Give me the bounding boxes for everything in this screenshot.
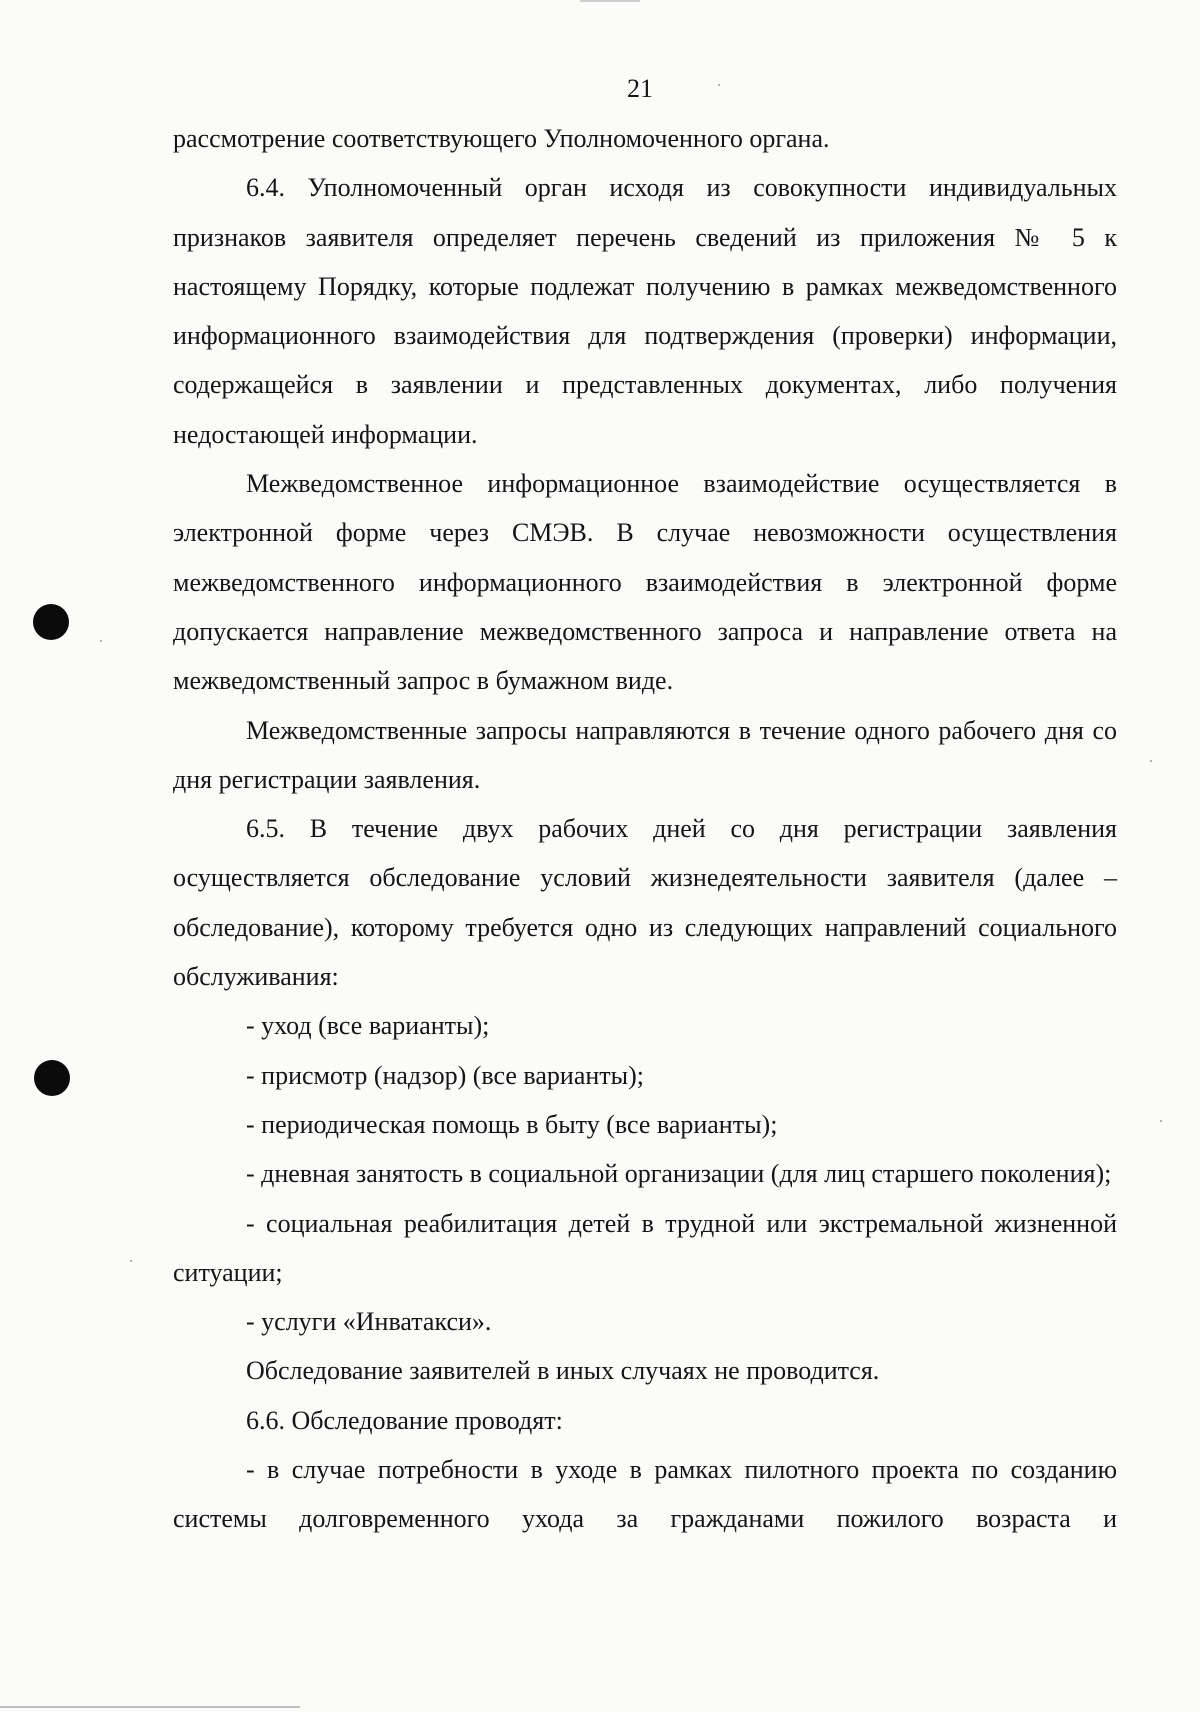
scan-noise-dot (1160, 1120, 1162, 1122)
list-item-supervision: - присмотр (надзор) (все варианты); (246, 1060, 644, 1090)
list-item-child-rehabilitation: - социальная реабилитация детей в трудной или экстремальной жизненной ситуации; (173, 1208, 1117, 1287)
list-item-invataxi: - услуги «Инватакси». (246, 1307, 492, 1337)
paragraph-continuation: рассмотрение соответствующего Уполномоченного органа. (173, 124, 830, 153)
scan-edge-mark (0, 1706, 300, 1708)
scan-noise-dot (1150, 760, 1152, 762)
paragraph-6-4: 6.4. Уполномоченный орган исходя из совокупности индивидуальных признаков заявителя определяет перечень сведений из приложения № 5 к настоящему Порядку, которые подлежат получению в рамках межведомственного информационного взаимодействия для подтверждения (проверки) информации, содержащейся в заявлении и представленных документах, либо получения недостающей информации. (173, 173, 1117, 449)
punch-hole-mark (33, 604, 69, 640)
list-item-household-help: - периодическая помощь в быту (все варианты); (246, 1109, 778, 1139)
page-number: 21 (627, 74, 653, 103)
list-item-day-activity: - дневная занятость в социальной организации (для лиц старшего поколения); (246, 1159, 1112, 1189)
document-body (173, 114, 1117, 1544)
scan-noise-dot (130, 1260, 132, 1262)
paragraph-6-5: 6.5. В течение двух рабочих дней со дня регистрации заявления осуществляется обследование условий жизнедеятельности заявителя (далее – обследование), которому требуется одно из следующих направлений социального обслуживания: (173, 814, 1117, 992)
list-item-long-term-care: - в случае потребности в уходе в рамках пилотного проекта по созданию системы долговременного ухода за гражданами пожилого возраста и (173, 1455, 1117, 1534)
punch-hole-mark (34, 1060, 70, 1096)
scan-noise-dot (718, 84, 720, 86)
paragraph-interagency-interaction: Межведомственное информационное взаимодействие осуществляется в электронной форме через СМЭВ. В случае невозможности осуществления межведомственного информационного взаимодействия в электронной форме допускается направление межведомственного запроса и направление ответа на межведомственный запрос в бумажном виде. (173, 469, 1117, 696)
paragraph-6-6: 6.6. Обследование проводят: (246, 1405, 563, 1435)
paragraph-no-other-survey: Обследование заявителей в иных случаях не проводится. (246, 1356, 880, 1386)
scan-edge-mark (580, 0, 640, 2)
list-item-care: - уход (все варианты); (246, 1011, 490, 1041)
scan-noise-dot (100, 640, 102, 642)
paragraph-interagency-requests: Межведомственные запросы направляются в течение одного рабочего дня со дня регистрации заявления. (173, 715, 1117, 794)
